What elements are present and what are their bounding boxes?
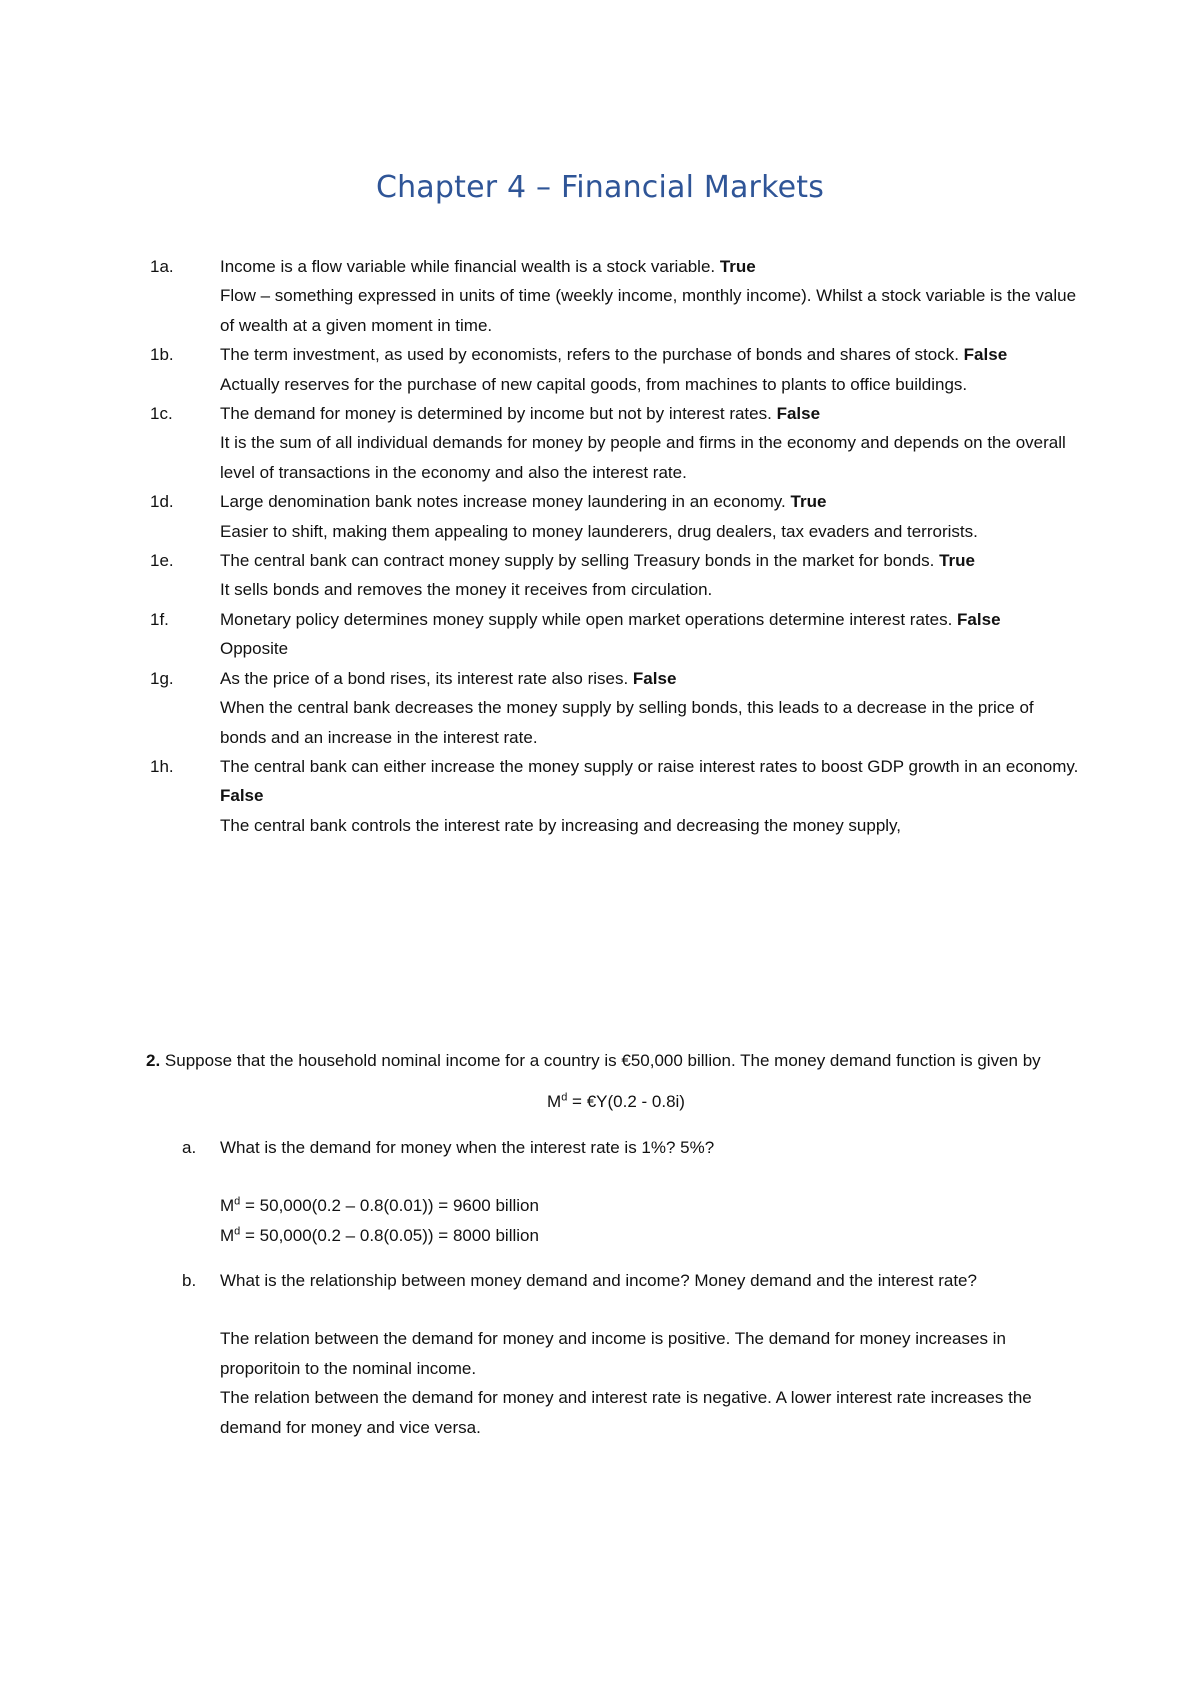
item-answer: False (957, 609, 1001, 629)
item-question: The term investment, as used by economists, refers to the purchase of bonds and shares of stock. (220, 345, 959, 365)
item-answer: False (632, 668, 677, 688)
item-number: 1g. (150, 668, 174, 688)
item-explanation: Opposite (220, 639, 289, 659)
list-item (150, 252, 1080, 340)
sub-question-text: What is the relationship between money demand and income? Money demand and the interest rate? (220, 1271, 977, 1291)
sub-question-a (146, 1133, 1086, 1250)
answer-line (220, 1221, 1086, 1250)
item-question: As the price of a bond rises, its interest rate also rises. (220, 668, 629, 688)
list-item (150, 752, 1080, 840)
question-2-intro (146, 1046, 1086, 1075)
list-item (150, 487, 1080, 546)
item-answer: True (719, 257, 756, 276)
item-question: Income is a flow variable while financial wealth is a stock variable. (220, 257, 716, 276)
item-explanation: The central bank controls the interest rate by increasing and decreasing the money supply, (220, 815, 902, 835)
item-number: 1c. (150, 404, 173, 424)
answer-paragraph: The relation between the demand for money and income is positive. The demand for money increases in proporitoin to the nominal income. (220, 1329, 1006, 1378)
question-2 (146, 1046, 1086, 1442)
equation-body: = €Y(0.2 - 0.8i) (567, 1092, 685, 1112)
item-answer: True (939, 551, 976, 571)
item-explanation: Actually reserves for the purchase of new capital goods, from machines to plants to office buildings. (220, 374, 968, 394)
item-question: The demand for money is determined by income but not by interest rates. (220, 404, 772, 424)
item-explanation: It sells bonds and removes the money it receives from circulation. (220, 580, 713, 600)
item-number: 1e. (150, 551, 174, 571)
item-number: 1b. (150, 345, 174, 365)
equation-symbol: M (547, 1092, 562, 1112)
equation-superscript: d (234, 1195, 241, 1208)
item-answer: False (776, 404, 821, 424)
answer-line (220, 1191, 1086, 1220)
question-2-number: 2. (146, 1051, 161, 1070)
item-question: Large denomination bank notes increase money laundering in an economy. (220, 492, 786, 512)
item-explanation: When the central bank decreases the money supply by selling bonds, this leads to a decrease in the price of bonds and an increase in the interest rate. (220, 698, 1034, 747)
equation-body: = 50,000(0.2 – 0.8(0.05)) = 8000 billion (240, 1225, 539, 1245)
sub-question-label: b. (182, 1271, 197, 1291)
list-item (150, 546, 1080, 605)
item-question: Monetary policy determines money supply while open market operations determine interest rates. (220, 609, 953, 629)
item-answer: False (220, 786, 264, 806)
item-question: The central bank can contract money supply by selling Treasury bonds in the market for bonds. (220, 551, 935, 571)
list-item (150, 399, 1080, 487)
item-explanation: It is the sum of all individual demands for money by people and firms in the economy and depends on the overall level of transactions in the economy and also the interest rate. (220, 433, 1066, 482)
list-item (150, 605, 1080, 664)
item-question: The central bank can either increase the money supply or raise interest rates to boost GDP growth in an economy. (220, 756, 1079, 776)
question-2-text: Suppose that the household nominal income for a country is €50,000 billion. The money demand function is given by (164, 1051, 1041, 1070)
equation-superscript: d (234, 1224, 241, 1237)
sub-question-label: a. (182, 1137, 197, 1157)
item-answer: False (963, 345, 1008, 365)
answer-paragraph: The relation between the demand for money and interest rate is negative. A lower interest rate increases the demand for money and vice versa. (220, 1388, 1032, 1437)
item-number: 1f. (150, 609, 169, 629)
item-number: 1h. (150, 756, 174, 776)
item-number: 1a. (150, 257, 174, 276)
equation-superscript: d (561, 1091, 568, 1104)
equation-symbol: M (220, 1196, 235, 1216)
equation-body: = 50,000(0.2 – 0.8(0.01)) = 9600 billion (240, 1196, 539, 1216)
money-demand-equation (146, 1087, 1086, 1116)
list-item (150, 664, 1080, 752)
sub-question-text: What is the demand for money when the interest rate is 1%? 5%? (220, 1137, 715, 1157)
equation-symbol: M (220, 1225, 235, 1245)
item-number: 1d. (150, 492, 174, 512)
item-explanation: Easier to shift, making them appealing to money launderers, drug dealers, tax evaders and terrorists. (220, 521, 978, 541)
item-explanation: Flow – something expressed in units of time (weekly income, monthly income). Whilst a stock variable is the value of wealth at a given moment in time. (220, 286, 1077, 335)
true-false-list (150, 252, 1080, 840)
item-answer: True (790, 492, 827, 512)
page-title: Chapter 4 – Financial Markets (375, 170, 825, 205)
list-item (150, 340, 1080, 399)
sub-question-b (146, 1266, 1086, 1442)
